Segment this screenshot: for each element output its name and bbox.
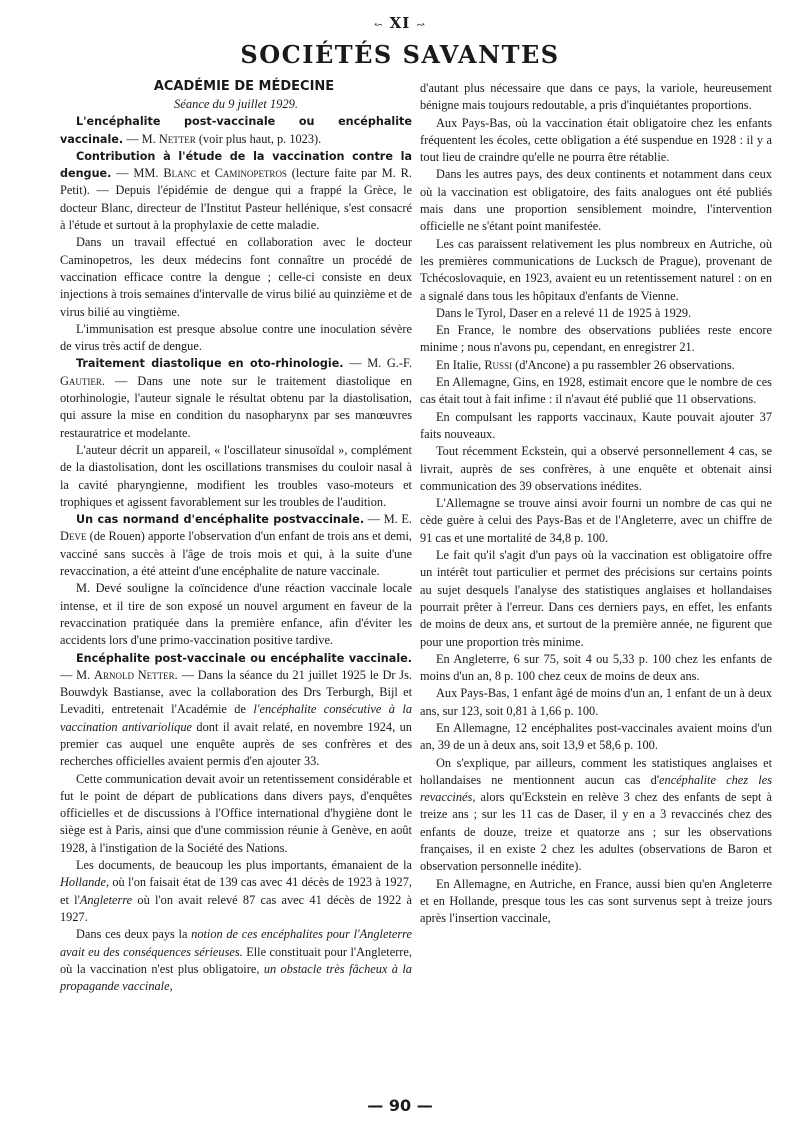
right-paragraph-9: En compulsant les rapports vaccinaux, Kaute pouvait ajouter 37 faits nouveaux.	[420, 409, 772, 441]
article-title: Encéphalite post-vaccinale ou encéphalite vaccinale.	[76, 651, 412, 665]
left-paragraph-3: Dans un travail effectué en collaboration avec le docteur Caminopetros, les deux médecins font connaître un procédé de vaccination efficace contre la dengue ; celle-ci consiste en deux injections à trois semaines d'intervalle de virus bilié au quinzième et de virus bilié au vingtième.	[60, 235, 412, 319]
author-name: Deve	[60, 529, 87, 544]
right-paragraph-4: Les cas paraissent relativement les plus nombreux en Autriche, où les premières communications de Lucksch de Prague), provenant de Tchécoslovaquie, en 1923, avaient eu un retentissement naturel : on en a signalé dans tous les hôpitaux d'enfants de Vienne.	[420, 236, 772, 303]
left-paragraph-11: Les documents, de beaucoup les plus importants, émanaient de la Hollande, où l'on faisait état de 139 cas avec 41 décès de 1923 à 1927, et l'Angleterre où l'on avait relevé 87 cas avec 41 décès de 1922 à 1927.	[60, 858, 412, 924]
author-name: Russi	[484, 357, 513, 372]
ornament-right: ↝	[416, 20, 426, 31]
author-name: Netter	[158, 131, 196, 146]
left-paragraph-4: L'immunisation est presque absolue contre une inoculation sévère de virus très actif de dengue.	[60, 321, 412, 354]
left-paragraph-12: Dans ces deux pays la notion de ces encéphalites pour l'Angleterre avait eu des conséquences sérieuses. Elle constituait pour l'Angleterre, où la vaccination n'est plus obligatoire, un obstacle très fâcheux à la propagande vaccinale,	[60, 927, 412, 994]
right-paragraph-7: En Italie, Russi (d'Ancone) a pu rassembler 26 observations.	[436, 357, 735, 372]
article-title: Contribution à l'étude de la vaccination contre la dengue.	[60, 149, 412, 181]
right-paragraph-1: d'autant plus nécessaire que dans ce pays, la variole, heureusement bénigne mais toujours redoutable, a pris d'inquiétantes proportions.	[420, 81, 772, 113]
article-title: Traitement diastolique en oto-rhinologie.	[76, 357, 344, 371]
right-paragraph-13: En Angleterre, 6 sur 75, soit 4 ou 5,33 p. 100 chez les enfants de moins d'un an, 8 p. 100 chez ceux de moins de deux ans.	[420, 651, 772, 684]
ornament-left: ↜	[374, 20, 384, 31]
left-column	[60, 78, 412, 995]
left-paragraph-10: Cette communication devait avoir un retentissement considérable et fut le point de départ de publications dans divers pays, d'enquêtes officielles et de discussions à l'Office international d'hygiène dont le siège est à Paris, ainsi que d'une commission réunie à Genève, en août 1928, à l'instigation de la Société des Nations.	[60, 771, 412, 855]
left-paragraph-1: L'encéphalite post-vaccinale ou encéphalite vaccinale. — M. Netter (voir plus haut, p. 1023).	[60, 115, 412, 146]
right-paragraph-8: En Allemagne, Gins, en 1928, estimait encore que le nombre de ces cas était tout à fait infime : il n'avaut été publié que 11 observations.	[420, 375, 772, 407]
right-paragraph-12: Le fait qu'il s'agit d'un pays où la vaccination est obligatoire offre un intérêt tout particulier et permet des précisions sur certains points au sujet desquels l'analyse des statistiques anglaises et hollandaises pourrait prêter à l'erreur. Dans ces derniers pays, en effet, les enfants de moins de deux ans, et surtout de la première année, ne figurent que pour une proportion très minime.	[420, 548, 772, 649]
author-name: Caminopetros	[214, 166, 287, 181]
left-paragraph-7: Un cas normand d'encéphalite postvaccinale. — M. E. Deve (de Rouen) apporte l'observation d'un enfant de trois ans et demi, vacciné sans succès à l'âge de trois mois et qui, à la suite d'une revaccination, a été atteint d'une encéphalite de nature vaccinale.	[60, 512, 412, 579]
folio-number: XI	[389, 14, 411, 32]
right-paragraph-10: Tout récemment Eckstein, qui a observé personnellement 4 cas, se livrait, auprès de ses confrères, à une enquête et obtenait ainsi communication des 39 observations inédites.	[420, 444, 772, 493]
article-title: Un cas normand d'encéphalite postvaccinale.	[76, 513, 365, 527]
right-paragraph-17: En Allemagne, en Autriche, en France, aussi bien qu'en Angleterre et en Hollande, presque tous les cas sont survenus sept à treize jours après l'insertion vaccinale,	[420, 876, 772, 926]
section-title: SOCIÉTÉS SAVANTES	[240, 40, 560, 69]
folio	[0, 14, 800, 32]
left-paragraph-5: Traitement diastolique en oto-rhinologie. — M. G.-F. Gautier. — Dans une note sur le traitement diastolique en otorhinologie, l'auteur signale le résultat obtenu par la diastolisation, qui assure la mise en condition du nasopharynx par ses manœuvres restauratrice et modelante.	[60, 356, 412, 440]
session-date: Séance du 9 juillet 1929.	[174, 97, 298, 111]
author-name: Blanc	[163, 166, 197, 181]
author-name: Arnold Netter	[94, 667, 175, 682]
left-paragraph-8: M. Devé souligne la coïncidence d'une réaction vaccinale locale intense, et il tire de son exposé un nouvel argument en faveur de la revaccination pratiquée dans la première enfance, afin d'éviter les accidents lors d'une primo-vaccination positive tardive.	[60, 581, 412, 648]
right-paragraph-5: Dans le Tyrol, Daser en a relevé 11 de 1925 à 1929.	[436, 305, 692, 320]
right-paragraph-11: L'Allemagne se trouve ainsi avoir fourni un nombre de cas qui ne cède guère à celui des Pays-Bas et de l'Angleterre, avec un chiffre de 91 cas et une mortalité de 34,8 p. 100.	[420, 496, 772, 545]
page-number: — 90 —	[367, 1096, 433, 1115]
right-paragraph-15: En Allemagne, 12 encéphalites post-vaccinales avaient moins d'un an, 39 de un à deux ans, soit 13,9 et 58,6 p. 100.	[420, 720, 772, 753]
right-paragraph-14: Aux Pays-Bas, 1 enfant âgé de moins d'un an, 1 enfant de un à deux ans, sur 123, soit 0,81 à 1,66 p. 100.	[420, 686, 772, 718]
author-name: Gautier	[60, 373, 102, 388]
academy-title: ACADÉMIE DE MÉDECINE	[153, 79, 335, 94]
left-paragraph-6: L'auteur décrit un appareil, « l'oscillateur sinusoïdal », complément de la diastolisation, dont les oscillations transmises du couloir nasal à la cavité pharyngienne, modifient les troubles vaso-moteurs et trophiques et agissent favorablement sur les troubles de l'audition.	[60, 442, 412, 509]
right-column	[420, 80, 772, 928]
article-title: L'encéphalite post-vaccinale ou encéphalite vaccinale.	[60, 115, 412, 146]
right-paragraph-2: Aux Pays-Bas, où la vaccination était obligatoire chez les enfants fréquentent les écoles, cette obligation a été suspendue en 1928 : il y a tout lieu de craindre qu'elle ne pourra être rétablie.	[420, 115, 772, 165]
left-paragraph-2: Contribution à l'étude de la vaccination contre la dengue. — MM. Blanc et Caminopetros (lecture faite par M. R. Petit). — Depuis l'épidémie de dengue qui a frappé la Grèce, le docteur Blanc, directeur de l'Institut Pasteur hellénique, s'est consacré à l'étude et surtout à la prophylaxie de cette maladie.	[60, 149, 412, 233]
right-paragraph-3: Dans les autres pays, des deux continents et notamment dans ceux où la vaccination est obligatoire, des faits analogues ont été publiés mais dans une proportion sensiblement moindre, l'intervention officielle ne s'étant point manifestée.	[420, 167, 772, 234]
left-paragraph-9: Encéphalite post-vaccinale ou encéphalite vaccinale. — M. Arnold Netter. — Dans la séance du 21 juillet 1925 le Dr Js. Bouwdyk Bastianse, avec la collaboration des Drs Terburgh, Bijl et Levaditi, entretenait l'Académie de l'encéphalite consécutive à la vaccination antivariolique dont il avait relaté, en novembre 1924, un premier cas auquel une enquête auprès de ses confrères et des recherches officielles avaient permis d'en ajouter 33.	[60, 651, 412, 769]
right-paragraph-16: On s'explique, par ailleurs, comment les statistiques anglaises et hollandaises ne mentionnent aucun cas d'encéphalite chez les revaccinés, alors qu'Eckstein en relève 3 chez des enfants de sept à treize ans ; sur les 11 cas de Daser, il y en a 3 revaccinés chez des enfants de douze, treize et quatorze ans ; sur les observations françaises, il en existe 2 chez les adultes (observations de Baron et observation personnelle inédite).	[420, 755, 772, 874]
right-paragraph-6: En France, le nombre des observations publiées reste encore minime ; nous n'avons pu, cependant, en enregistrer 21.	[420, 323, 772, 355]
